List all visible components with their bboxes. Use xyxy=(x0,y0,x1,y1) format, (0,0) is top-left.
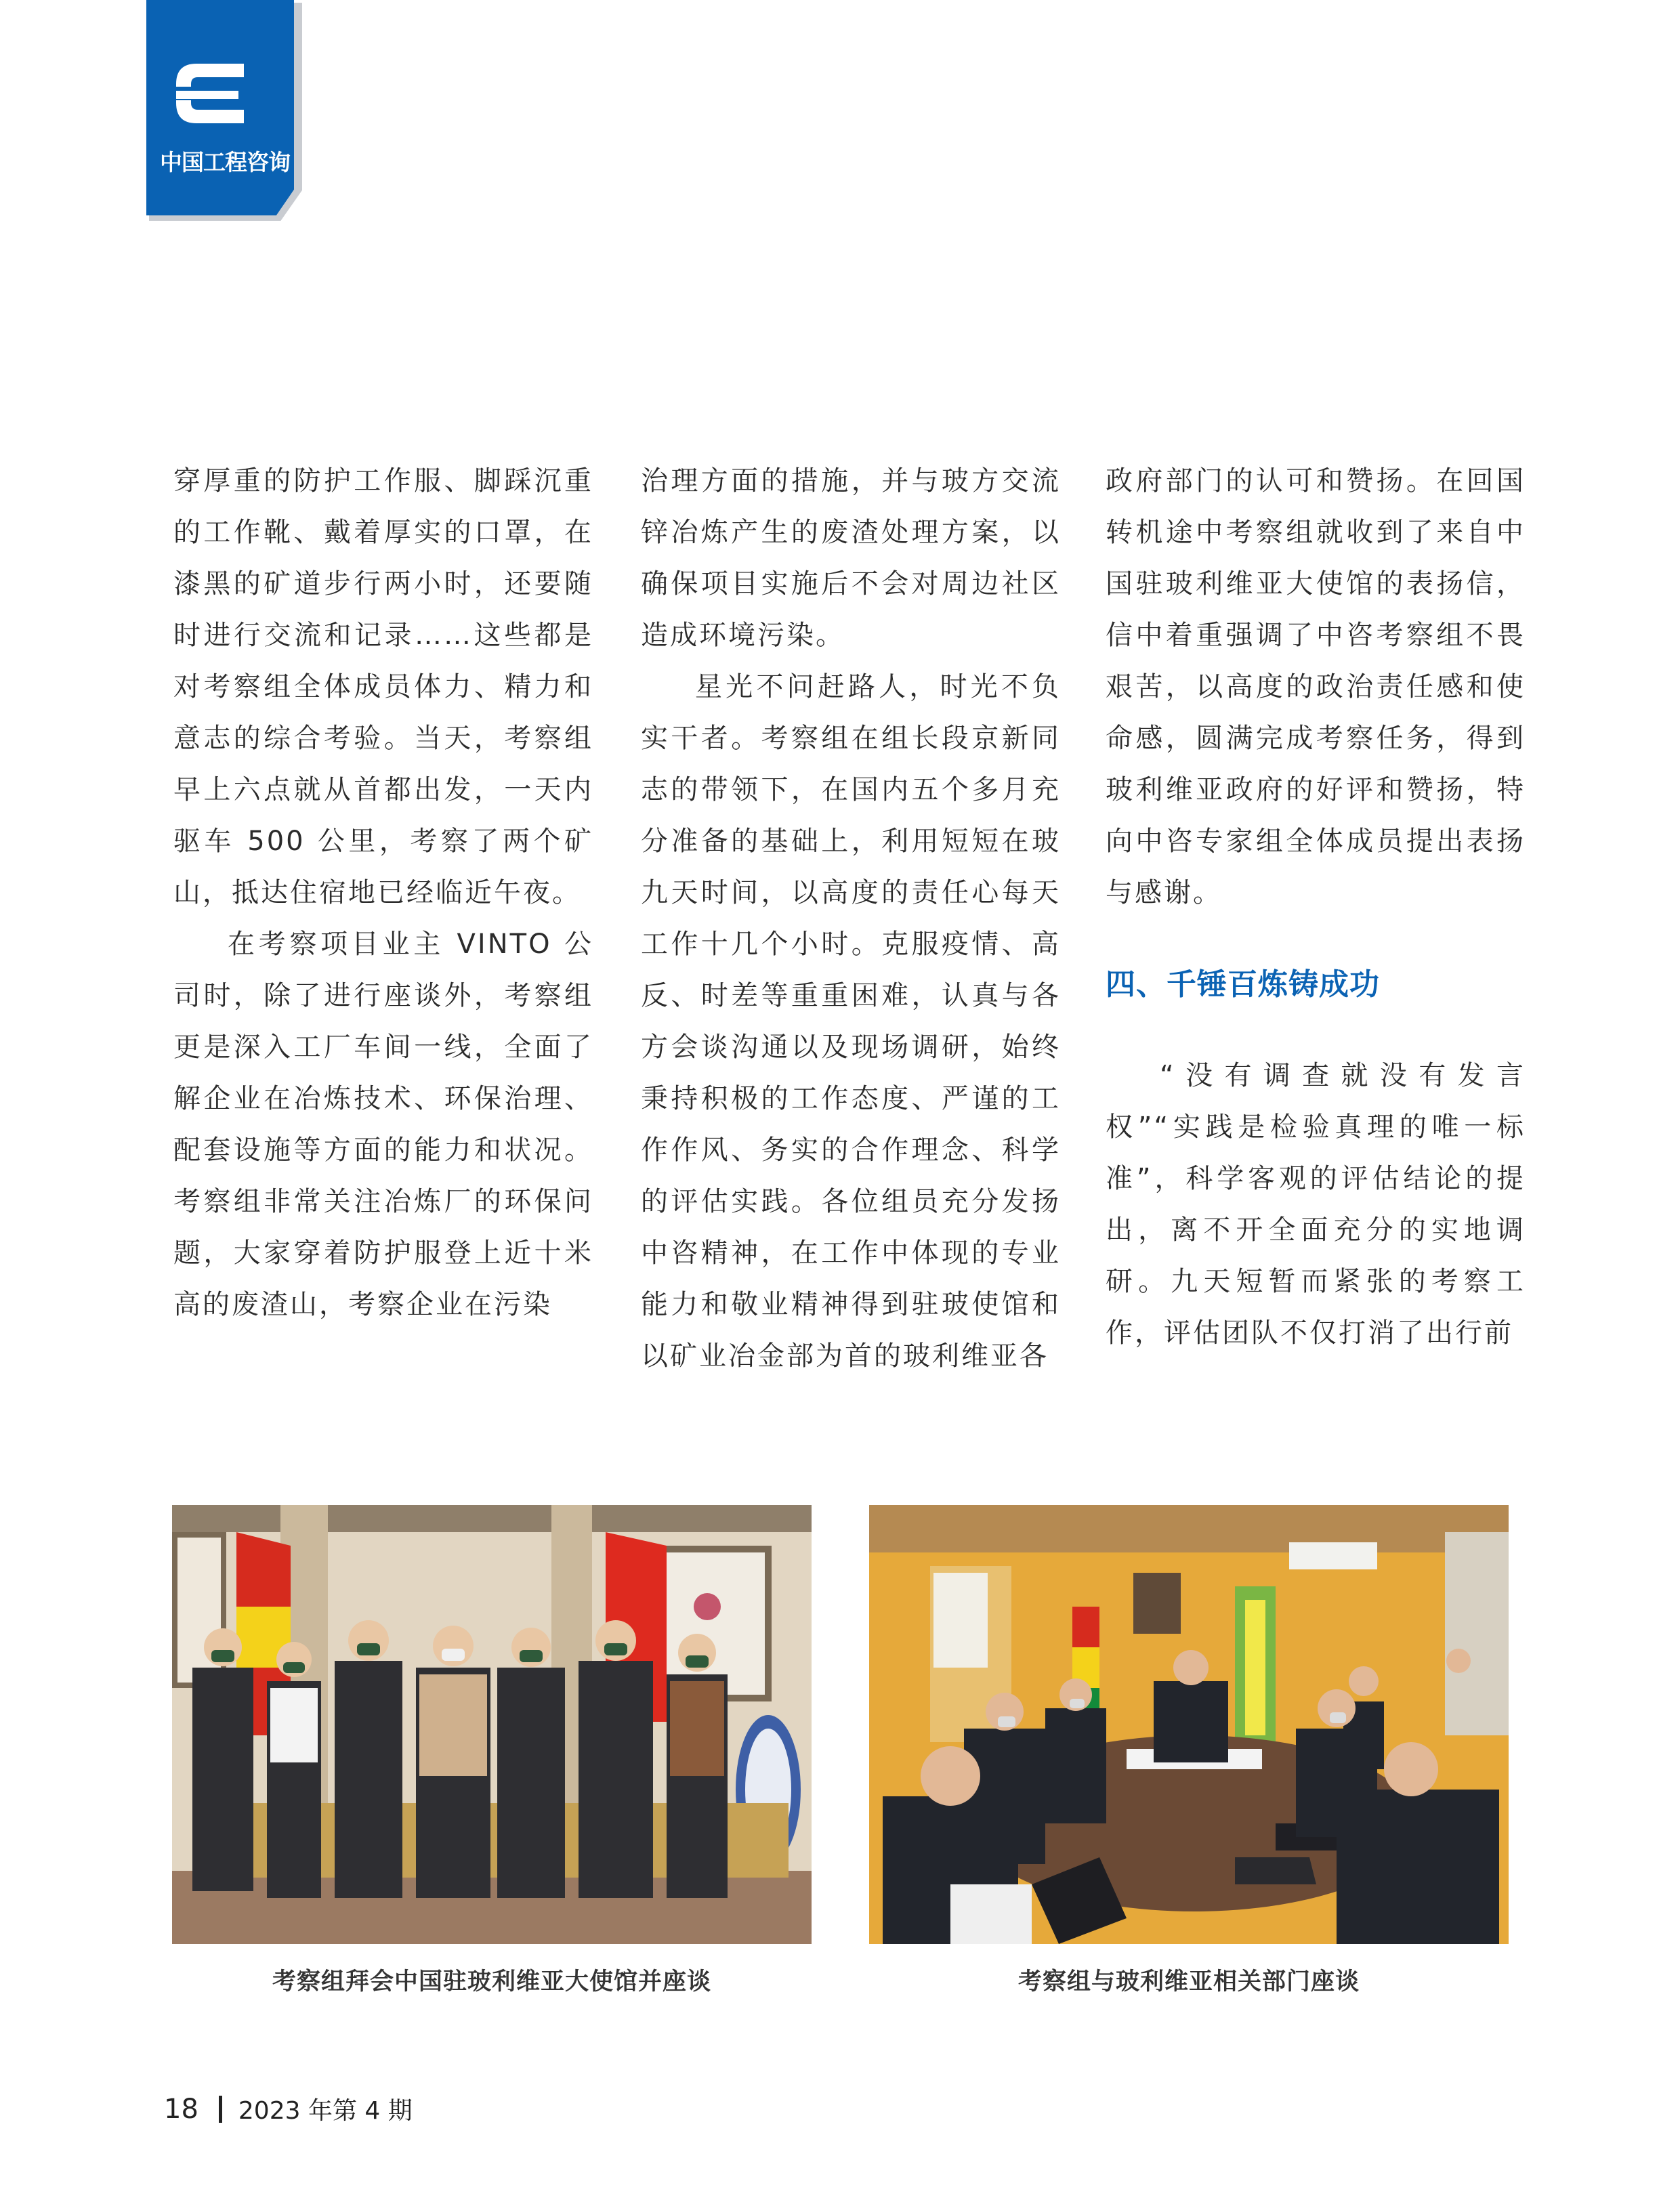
paragraph: 治理方面的措施，并与玻方交流锌冶炼产生的废渣处理方案，以确保项目实施后不会对周边社区造成环境污染。 xyxy=(641,465,1061,651)
paragraph: “没有调查就没有发言权”“实践是检验真理的唯一标准”，科学客观的评估结论的提出，离不开全面充分的实地调研。九天短暂而紧张的考察工作，评估团队不仅打消了出行前 xyxy=(1106,1060,1526,1349)
paragraph: 在考察项目业主 VINTO 公司时，除了进行座谈外，考察组更是深入工厂车间一线，全面了解企业在冶炼技术、环保治理、配套设施等方面的能力和状况。考察组非常关注冶炼厂的环保问题，大家穿着防护服登上近十米高的废渣山，考察企业在污染 xyxy=(173,929,593,1320)
page-footer xyxy=(164,2092,413,2126)
text-column-1 xyxy=(173,455,593,1330)
paragraph: 星光不问赶路人，时光不负实干者。考察组在组长段京新同志的带领下，在国内五个多月充分准备的基础上，利用短短在玻九天时间，以高度的责任心每天工作十几个小时。克服疫情、高反、时差等重重困难，认真与各方会谈沟通以及现场调研，始终秉持积极的工作态度、严谨的工作作风、务实的合作理念、科学的评估实践。各位组员充分发扬中咨精神，在工作中体现的专业能力和敬业精神得到驻玻使馆和以矿业冶金部为首的玻利维亚各 xyxy=(641,671,1061,1372)
photo-caption: 考察组与玻利维亚相关部门座谈 xyxy=(1017,1968,1360,1995)
page-number: 18 xyxy=(164,2093,198,2125)
paragraph: 政府部门的认可和赞扬。在回国转机途中考察组就收到了来自中国驻玻利维亚大使馆的表扬信，信中着重强调了中咨考察组不畏艰苦，以高度的政治责任感和使命感，圆满完成考察任务，得到玻利维亚政府的好评和赞扬，特向中咨专家组全体成员提出表扬与感谢。 xyxy=(1106,465,1526,908)
text-column-2 xyxy=(641,455,1061,1382)
footer-divider xyxy=(219,2096,222,2123)
section-heading: 四、千锤百炼铸成功 xyxy=(1106,967,1380,1002)
issue-label: 2023 年第 4 期 xyxy=(238,2097,413,2125)
paragraph: 穿厚重的防护工作服、脚踩沉重的工作靴、戴着厚实的口罩，在漆黑的矿道步行两小时，还要随时进行交流和记录……这些都是对考察组全体成员体力、精力和意志的综合考验。当天，考察组早上六点就从首都出发，一天内驱车 500 公里，考察了两个矿山，抵达住宿地已经临近午夜。 xyxy=(173,465,593,908)
photo-caption: 考察组拜会中国驻玻利维亚大使馆并座谈 xyxy=(272,1968,711,1995)
company-logo-icon xyxy=(171,57,251,130)
photo-meeting-room xyxy=(869,1505,1509,1944)
logo-text: 中国工程咨询 xyxy=(160,149,290,175)
photo-embassy-group xyxy=(172,1505,812,1944)
text-column-3 xyxy=(1106,455,1526,1359)
